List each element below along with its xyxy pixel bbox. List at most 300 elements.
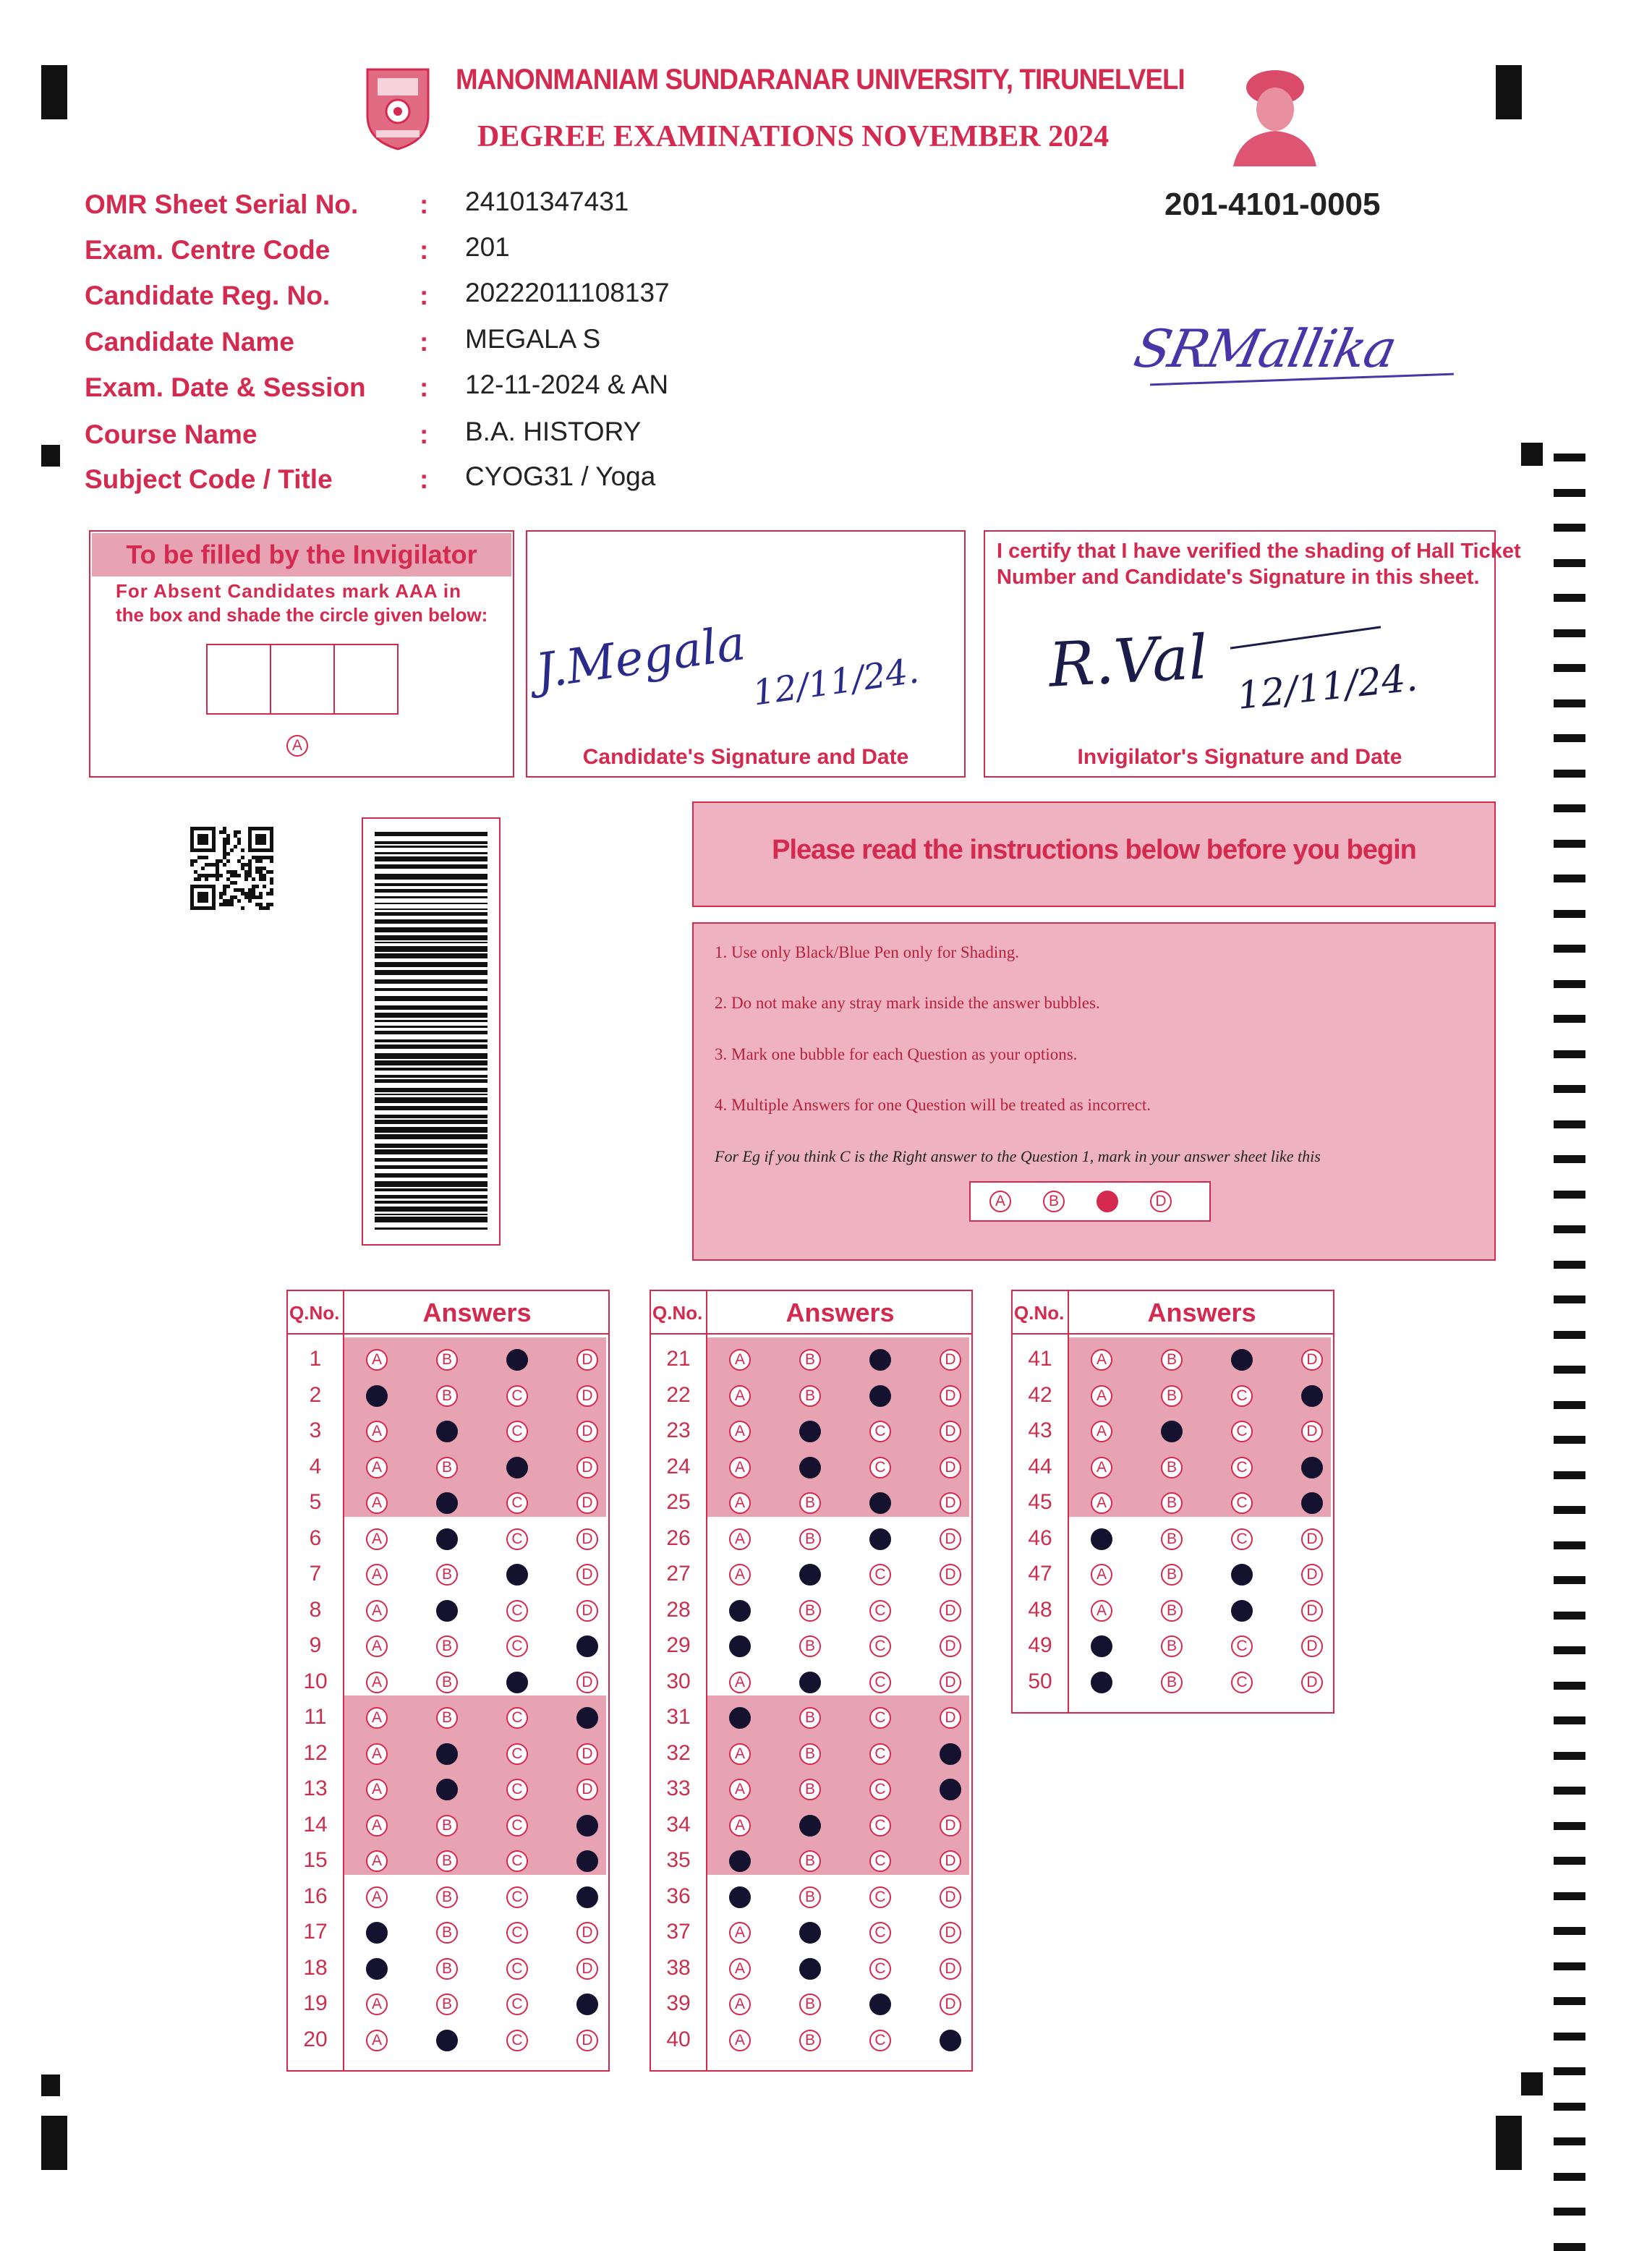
answer-bubble-q32-a[interactable]: A [729,1743,751,1765]
answer-bubble-q23-c[interactable]: C [869,1421,891,1442]
timing-mark [1554,1752,1585,1760]
timing-mark [1554,1225,1585,1233]
answer-bubble-q19-c[interactable]: C [506,1993,528,2015]
answer-bubble-q25-a[interactable]: A [729,1492,751,1514]
answer-bubble-q27-b[interactable] [799,1564,821,1586]
answer-bubble-q49-c[interactable]: C [1231,1635,1253,1657]
answer-bubble-q42-c[interactable]: C [1231,1385,1253,1407]
question-number: 9 [309,1633,322,1657]
timing-mark [1554,910,1585,918]
answer-bubble-q48-a[interactable]: A [1091,1600,1112,1622]
answer-bubble-q7-c[interactable] [506,1564,528,1586]
timing-mark [1554,1261,1585,1269]
answer-bubble-q43-d[interactable]: D [1301,1421,1323,1442]
answer-bubble-q40-d[interactable] [940,2030,961,2051]
question-number: 30 [666,1669,691,1693]
answer-bubble-q9-d[interactable] [576,1635,598,1657]
answer-bubble-q10-d[interactable]: D [576,1672,598,1693]
answer-bubble-q2-b[interactable]: B [436,1385,458,1407]
answer-bubble-q3-b[interactable] [436,1421,458,1442]
answer-bubble-q26-a[interactable]: A [729,1528,751,1550]
answer-bubble-q10-a[interactable]: A [366,1672,388,1693]
answer-bubble-q13-d[interactable]: D [576,1779,598,1800]
answer-bubble-q17-c[interactable]: C [506,1922,528,1944]
field-label: Subject Code / Title [85,464,333,494]
answer-bubble-q13-c[interactable]: C [506,1779,528,1800]
timing-mark [1554,2208,1585,2216]
registration-mark-top-left [41,65,67,119]
answer-bubble-q4-d[interactable]: D [576,1457,598,1478]
answer-bubble-q43-b[interactable] [1161,1421,1183,1442]
answer-bubble-q32-c[interactable]: C [869,1743,891,1765]
answer-bubble-q21-b[interactable]: B [799,1349,821,1371]
answer-bubble-q21-c[interactable] [869,1349,891,1371]
answer-bubble-q49-d[interactable]: D [1301,1635,1323,1657]
answer-bubble-q15-b[interactable]: B [436,1850,458,1872]
answer-bubble-q12-b[interactable] [436,1743,458,1765]
answer-bubble-q9-b[interactable]: B [436,1635,458,1657]
instruction-3: 3. Mark one bubble for each Question as your options. [715,1045,1078,1063]
answer-bubble-q44-c[interactable]: C [1231,1457,1253,1478]
instruction-example: For Eg if you think C is the Right answer to the Question 1, mark in your answer sheet like this [715,1147,1321,1165]
answer-bubble-q44-a[interactable]: A [1091,1457,1112,1478]
field-value: 20222011108137 [465,278,670,307]
question-number: 32 [666,1740,691,1765]
answer-bubble-q32-d[interactable] [940,1743,961,1765]
answer-bubble-q9-c[interactable]: C [506,1635,528,1657]
answer-bubble-q33-c[interactable]: C [869,1779,891,1800]
invigilator-box-title: To be filled by the Invigilator [92,533,511,576]
answer-bubble-q46-a[interactable] [1091,1528,1112,1550]
timing-mark [1554,1506,1585,1514]
answer-bubble-q20-c[interactable]: C [506,2030,528,2051]
question-number: 11 [304,1705,327,1729]
qno-header: Q.No. [652,1302,703,1324]
answer-bubble-q28-d[interactable]: D [940,1600,961,1622]
answer-bubble-q27-d[interactable]: D [940,1564,961,1586]
answer-bubble-q18-c[interactable]: C [506,1958,528,1980]
answer-bubble-q31-a[interactable] [729,1707,751,1729]
answer-bubble-q31-c[interactable]: C [869,1707,891,1729]
answer-bubble-q29-c[interactable]: C [869,1635,891,1657]
question-number: 8 [309,1597,322,1622]
field-value: B.A. HISTORY [465,417,642,446]
answer-bubble-q18-b[interactable]: B [436,1958,458,1980]
answer-bubble-q31-d[interactable]: D [940,1707,961,1729]
answer-bubble-q4-a[interactable]: A [366,1457,388,1478]
answer-bubble-q8-b[interactable] [436,1600,458,1622]
question-number: 15 [303,1848,328,1872]
answer-bubble-q10-b[interactable]: B [436,1672,458,1693]
registration-mark-right-bottom [1521,2072,1543,2095]
answer-bubble-q16-c[interactable]: C [506,1886,528,1908]
answer-bubble-q50-c[interactable]: C [1231,1672,1253,1693]
answer-bubble-q6-d[interactable]: D [576,1528,598,1550]
answer-bubble-q36-a[interactable] [729,1886,751,1908]
answer-bubble-q39-d[interactable]: D [940,1993,961,2015]
answer-bubble-q24-c[interactable]: C [869,1457,891,1478]
answer-bubble-q44-b[interactable]: B [1161,1457,1183,1478]
answer-bubble-q49-b[interactable]: B [1161,1635,1183,1657]
answer-bubble-q25-b[interactable]: B [799,1492,821,1514]
answer-bubble-q2-c[interactable]: C [506,1385,528,1407]
answer-bubble-q3-a[interactable]: A [366,1421,388,1442]
registration-mark-mid-left [41,445,60,467]
answer-bubble-q29-b[interactable]: B [799,1635,821,1657]
question-number: 1 [309,1347,322,1371]
timing-mark [1554,1716,1585,1724]
answer-bubble-q45-c[interactable]: C [1231,1492,1253,1514]
answer-bubble-q30-b[interactable] [799,1672,821,1693]
answer-bubble-q24-d[interactable]: D [940,1457,961,1478]
answer-bubble-q39-b[interactable]: B [799,1993,821,2015]
answer-bubble-q50-d[interactable]: D [1301,1672,1323,1693]
invigilator-signature: R.Val [1047,621,1210,701]
answer-bubble-q39-a[interactable]: A [729,1993,751,2015]
timing-mark [1554,1612,1585,1620]
timing-mark [1554,1050,1585,1058]
answer-bubble-q2-a[interactable] [366,1385,388,1407]
university-logo [362,65,434,152]
timing-mark [1554,770,1585,778]
answer-bubble-q28-b[interactable]: B [799,1600,821,1622]
question-number: 27 [666,1562,691,1586]
field-value: 201 [465,232,510,262]
answer-bubble-q6-c[interactable]: C [506,1528,528,1550]
answer-bubble-q27-a[interactable]: A [729,1564,751,1586]
answer-bubble-q29-d[interactable]: D [940,1635,961,1657]
answer-bubble-q21-d[interactable]: D [940,1349,961,1371]
portrait-image [1226,61,1324,166]
answer-bubble-q22-c[interactable] [869,1385,891,1407]
certify-text-2: Number and Candidate's Signature in this sheet. [997,566,1480,589]
answer-bubble-q22-a[interactable]: A [729,1385,751,1407]
absent-mark-box-1[interactable] [206,644,271,715]
answer-bubble-q20-a[interactable]: A [366,2030,388,2051]
answer-bubble-q20-d[interactable]: D [576,2030,598,2051]
answer-bubble-q25-d[interactable]: D [940,1492,961,1514]
question-number: 39 [666,1991,691,2015]
answer-bubble-q7-b[interactable]: B [436,1564,458,1586]
answer-bubble-q38-b[interactable] [799,1958,821,1980]
sheet-code: 201-4101-0005 [1165,187,1381,222]
answer-bubble-q34-d[interactable]: D [940,1815,961,1837]
answer-bubble-q17-b[interactable]: B [436,1922,458,1944]
answer-bubble-q11-a[interactable]: A [366,1707,388,1729]
answer-bubble-q38-d[interactable]: D [940,1958,961,1980]
example-bubble-a: A [989,1191,1011,1212]
question-number: 19 [303,1991,328,2015]
answer-bubble-q1-d[interactable]: D [576,1349,598,1371]
answer-bubble-q18-d[interactable]: D [576,1958,598,1980]
answer-bubble-q26-d[interactable]: D [940,1528,961,1550]
answer-bubble-q23-d[interactable]: D [940,1421,961,1442]
answer-bubble-q5-d[interactable]: D [576,1492,598,1514]
answer-bubble-q40-b[interactable]: B [799,2030,821,2051]
answer-bubble-q21-a[interactable]: A [729,1349,751,1371]
answer-bubble-q26-c[interactable] [869,1528,891,1550]
answer-bubble-q16-d[interactable] [576,1886,598,1908]
registration-mark-small-left [41,2075,60,2096]
qno-divider [1068,1290,1069,1714]
answer-bubble-q31-b[interactable]: B [799,1707,821,1729]
answer-bubble-q37-d[interactable]: D [940,1922,961,1944]
answer-bubble-q45-a[interactable]: A [1091,1492,1112,1514]
answer-bubble-q15-d[interactable] [576,1850,598,1872]
answer-bubble-q5-a[interactable]: A [366,1492,388,1514]
answer-bubble-q33-a[interactable]: A [729,1779,751,1800]
answer-bubble-q14-c[interactable]: C [506,1815,528,1837]
question-number: 44 [1028,1454,1052,1478]
answer-bubble-q11-c[interactable]: C [506,1707,528,1729]
timing-mark [1554,2033,1585,2041]
timing-mark [1554,1997,1585,2005]
answer-bubble-q40-a[interactable]: A [729,2030,751,2051]
answer-bubble-q7-a[interactable]: A [366,1564,388,1586]
answer-bubble-q41-c[interactable] [1231,1349,1253,1371]
answer-bubble-q28-c[interactable]: C [869,1600,891,1622]
field-value: MEGALA S [465,324,601,354]
answer-bubble-q47-b[interactable]: B [1161,1564,1183,1586]
answer-bubble-q47-c[interactable] [1231,1564,1253,1586]
answer-bubble-q14-d[interactable] [576,1815,598,1837]
barcode [375,832,487,1230]
answer-bubble-q1-a[interactable]: A [366,1349,388,1371]
answer-bubble-q7-d[interactable]: D [576,1564,598,1586]
header-rule [1011,1333,1334,1335]
absent-mark-box-3[interactable] [333,644,399,715]
qr-code [190,827,273,910]
question-number: 26 [666,1526,691,1550]
question-number: 31 [666,1705,691,1729]
answer-bubble-q11-b[interactable]: B [436,1707,458,1729]
field-colon: : [420,235,429,265]
answer-bubble-q1-c[interactable] [506,1349,528,1371]
question-number: 13 [303,1776,328,1800]
answer-bubble-q35-b[interactable]: B [799,1850,821,1872]
answer-bubble-q38-a[interactable]: A [729,1958,751,1980]
answer-bubble-q44-d[interactable] [1301,1457,1323,1478]
answer-bubble-q35-c[interactable]: C [869,1850,891,1872]
answer-bubble-q8-a[interactable]: A [366,1600,388,1622]
answer-bubble-q37-b[interactable] [799,1922,821,1944]
field-colon: : [420,373,429,402]
question-number: 50 [1028,1669,1052,1693]
answer-bubble-q12-d[interactable]: D [576,1743,598,1765]
answer-bubble-q36-b[interactable]: B [799,1886,821,1908]
field-value: CYOG31 / Yoga [465,461,656,491]
answer-bubble-q35-d[interactable]: D [940,1850,961,1872]
answer-bubble-q3-c[interactable]: C [506,1421,528,1442]
answer-bubble-q13-a[interactable]: A [366,1779,388,1800]
answer-bubble-q23-b[interactable] [799,1421,821,1442]
timing-mark [1554,840,1585,848]
answer-bubble-q12-a[interactable]: A [366,1743,388,1765]
answer-bubble-q15-c[interactable]: C [506,1850,528,1872]
answer-bubble-q2-d[interactable]: D [576,1385,598,1407]
answer-bubble-q30-c[interactable]: C [869,1672,891,1693]
answer-bubble-q38-c[interactable]: C [869,1958,891,1980]
answer-bubble-q4-c[interactable] [506,1457,528,1478]
answer-bubble-q36-c[interactable]: C [869,1886,891,1908]
question-number: 33 [666,1776,691,1800]
field-label: Candidate Name [85,327,294,357]
field-colon: : [420,464,429,494]
example-bubble-d: D [1150,1191,1172,1212]
answer-bubble-q24-a[interactable]: A [729,1457,751,1478]
answer-bubble-q24-b[interactable] [799,1457,821,1478]
question-number: 2 [309,1382,322,1407]
question-number: 14 [303,1812,328,1837]
answer-bubble-q22-d[interactable]: D [940,1385,961,1407]
answer-bubble-q50-b[interactable]: B [1161,1672,1183,1693]
answer-bubble-q20-b[interactable] [436,2030,458,2051]
answer-bubble-q42-b[interactable]: B [1161,1385,1183,1407]
answer-bubble-q14-b[interactable]: B [436,1815,458,1837]
answer-bubble-q30-a[interactable]: A [729,1672,751,1693]
answer-bubble-q46-b[interactable]: B [1161,1528,1183,1550]
question-number: 36 [666,1884,691,1908]
timing-mark [1554,2243,1585,2251]
answer-bubble-q43-c[interactable]: C [1231,1421,1253,1442]
question-number: 4 [309,1454,322,1478]
candidate-signature: J.Megala [532,615,749,699]
absent-bubble[interactable]: A [286,735,308,757]
question-number: 37 [666,1920,691,1944]
question-number: 25 [666,1490,691,1514]
answer-bubble-q6-b[interactable] [436,1528,458,1550]
answer-bubble-q17-d[interactable]: D [576,1922,598,1944]
answer-bubble-q11-d[interactable] [576,1707,598,1729]
answer-bubble-q19-a[interactable]: A [366,1993,388,2015]
answer-bubble-q23-a[interactable]: A [729,1421,751,1442]
answer-bubble-q27-c[interactable]: C [869,1564,891,1586]
university-name: MANONMANIAM SUNDARANAR UNIVERSITY, TIRUNELVELI [456,64,1185,95]
answer-bubble-q3-d[interactable]: D [576,1421,598,1442]
answer-bubble-q8-c[interactable]: C [506,1600,528,1622]
answer-bubble-q6-a[interactable]: A [366,1528,388,1550]
answer-bubble-q34-a[interactable]: A [729,1815,751,1837]
answer-bubble-q50-a[interactable] [1091,1672,1112,1693]
answer-bubble-q18-a[interactable] [366,1958,388,1980]
answer-bubble-q49-a[interactable] [1091,1635,1112,1657]
timing-mark [1554,1401,1585,1409]
answer-bubble-q39-c[interactable] [869,1993,891,2015]
answer-bubble-q14-a[interactable]: A [366,1815,388,1837]
timing-mark [1554,2137,1585,2145]
answer-bubble-q8-d[interactable]: D [576,1600,598,1622]
answer-bubble-q19-d[interactable] [576,1993,598,2015]
answer-bubble-q22-b[interactable]: B [799,1385,821,1407]
absent-mark-box-2[interactable] [270,644,335,715]
answer-bubble-q9-a[interactable]: A [366,1635,388,1657]
answer-bubble-q28-a[interactable] [729,1600,751,1622]
question-number: 7 [309,1562,322,1586]
answer-bubble-q47-d[interactable]: D [1301,1564,1323,1586]
answer-bubble-q33-d[interactable] [940,1779,961,1800]
registration-mark-right-top [1521,443,1543,466]
answer-bubble-q41-b[interactable]: B [1161,1349,1183,1371]
answer-bubble-q41-a[interactable]: A [1091,1349,1112,1371]
field-colon: : [420,327,429,357]
timing-mark [1554,1295,1585,1303]
answer-bubble-q34-c[interactable]: C [869,1815,891,1837]
qno-divider [343,1290,344,2072]
timing-mark [1554,1155,1585,1163]
timing-mark [1554,1892,1585,1900]
answer-bubble-q19-b[interactable]: B [436,1993,458,2015]
answer-bubble-q48-b[interactable]: B [1161,1600,1183,1622]
timing-mark [1554,1646,1585,1654]
answer-bubble-q30-d[interactable]: D [940,1672,961,1693]
answer-bubble-q13-b[interactable] [436,1779,458,1800]
answer-bubble-q1-b[interactable]: B [436,1349,458,1371]
timing-mark [1554,559,1585,567]
answer-bubble-q40-c[interactable]: C [869,2030,891,2051]
header-rule [650,1333,973,1335]
answer-bubble-q43-a[interactable]: A [1091,1421,1112,1442]
answer-bubble-q16-a[interactable]: A [366,1886,388,1908]
timing-mark [1554,629,1585,637]
timing-mark [1554,1822,1585,1830]
question-number: 12 [303,1740,328,1765]
answer-bubble-q45-d[interactable] [1301,1492,1323,1514]
answer-bubble-q12-c[interactable]: C [506,1743,528,1765]
answer-bubble-q5-b[interactable] [436,1492,458,1514]
question-number: 42 [1028,1382,1052,1407]
answer-bubble-q26-b[interactable]: B [799,1528,821,1550]
answer-bubble-q46-c[interactable]: C [1231,1528,1253,1550]
answer-bubble-q16-b[interactable]: B [436,1886,458,1908]
answer-bubble-q45-b[interactable]: B [1161,1492,1183,1514]
answer-bubble-q47-a[interactable]: A [1091,1564,1112,1586]
answer-bubble-q25-c[interactable] [869,1492,891,1514]
answer-bubble-q37-c[interactable]: C [869,1922,891,1944]
answer-bubble-q29-a[interactable] [729,1635,751,1657]
answer-bubble-q15-a[interactable]: A [366,1850,388,1872]
candidate-signature-label: Candidate's Signature and Date [582,745,909,769]
answer-bubble-q35-a[interactable] [729,1850,751,1872]
question-number: 35 [666,1848,691,1872]
field-value: 12-11-2024 & AN [465,370,669,399]
answer-bubble-q10-c[interactable] [506,1672,528,1693]
answer-bubble-q17-a[interactable] [366,1922,388,1944]
answer-bubble-q42-d[interactable] [1301,1385,1323,1407]
field-label: OMR Sheet Serial No. [85,190,359,219]
answer-bubble-q41-d[interactable]: D [1301,1349,1323,1371]
answer-bubble-q36-d[interactable]: D [940,1886,961,1908]
answer-bubble-q32-b[interactable]: B [799,1743,821,1765]
answer-bubble-q48-c[interactable] [1231,1600,1253,1622]
question-number: 28 [666,1597,691,1622]
answer-bubble-q46-d[interactable]: D [1301,1528,1323,1550]
answer-bubble-q34-b[interactable] [799,1815,821,1837]
question-number: 24 [666,1454,691,1478]
invigilator-signature-label: Invigilator's Signature and Date [1077,745,1402,769]
timing-mark [1554,1191,1585,1199]
answer-bubble-q42-a[interactable]: A [1091,1385,1112,1407]
instruction-2: 2. Do not make any stray mark inside the answer bubbles. [715,994,1100,1012]
example-bubble-c [1097,1191,1118,1212]
answer-bubble-q37-a[interactable]: A [729,1922,751,1944]
question-number: 34 [666,1812,691,1837]
answer-bubble-q48-d[interactable]: D [1301,1600,1323,1622]
top-signature: SRMallika [1129,318,1401,379]
timing-mark [1554,875,1585,882]
answer-bubble-q33-b[interactable]: B [799,1779,821,1800]
answer-bubble-q4-b[interactable]: B [436,1457,458,1478]
answer-bubble-q5-c[interactable]: C [506,1492,528,1514]
